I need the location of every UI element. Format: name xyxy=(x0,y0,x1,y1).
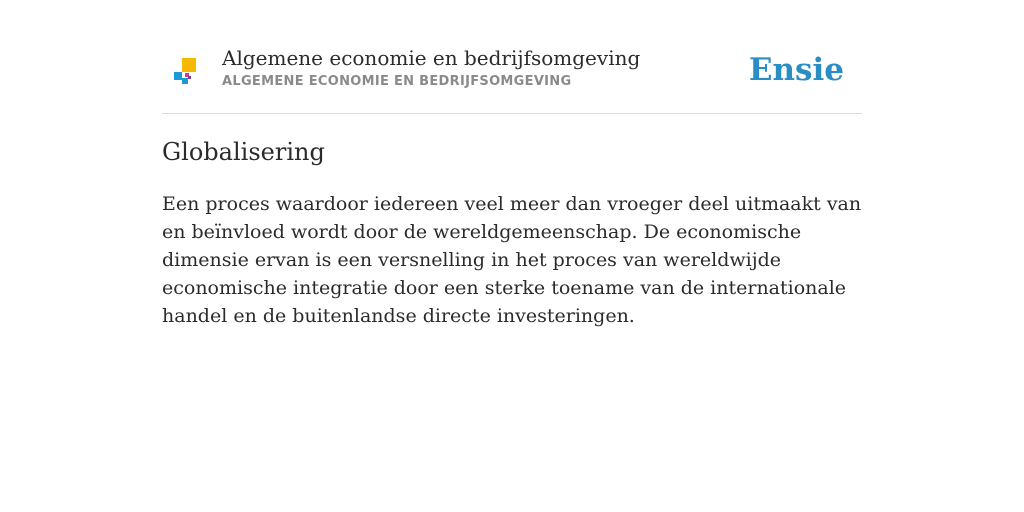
header xyxy=(162,40,862,114)
logo-square-purple xyxy=(188,76,191,79)
entry-title: Globalisering xyxy=(162,138,325,166)
site-title[interactable]: Algemene economie en bedrijfsomgeving xyxy=(222,46,641,70)
logo-square-blue xyxy=(174,72,182,80)
ensie-logo-icon[interactable] xyxy=(174,58,198,88)
site-subtitle: ALGEMENE ECONOMIE EN BEDRIJFSOMGEVING xyxy=(222,74,572,89)
logo-square-yellow xyxy=(182,58,196,72)
brand-logo[interactable]: Ensie xyxy=(748,52,844,88)
header-titles xyxy=(222,45,742,89)
entry-definition: Een proces waardoor iedereen veel meer dan vroeger deel uitmaakt van en beïnvloed wordt door de wereldgemeenschap. De economische dimensie ervan is een versnelling in het proces van wereldwijde economische integratie door een sterke toename van de internationale handel en de buitenlandse directe investeringen. xyxy=(162,193,862,327)
